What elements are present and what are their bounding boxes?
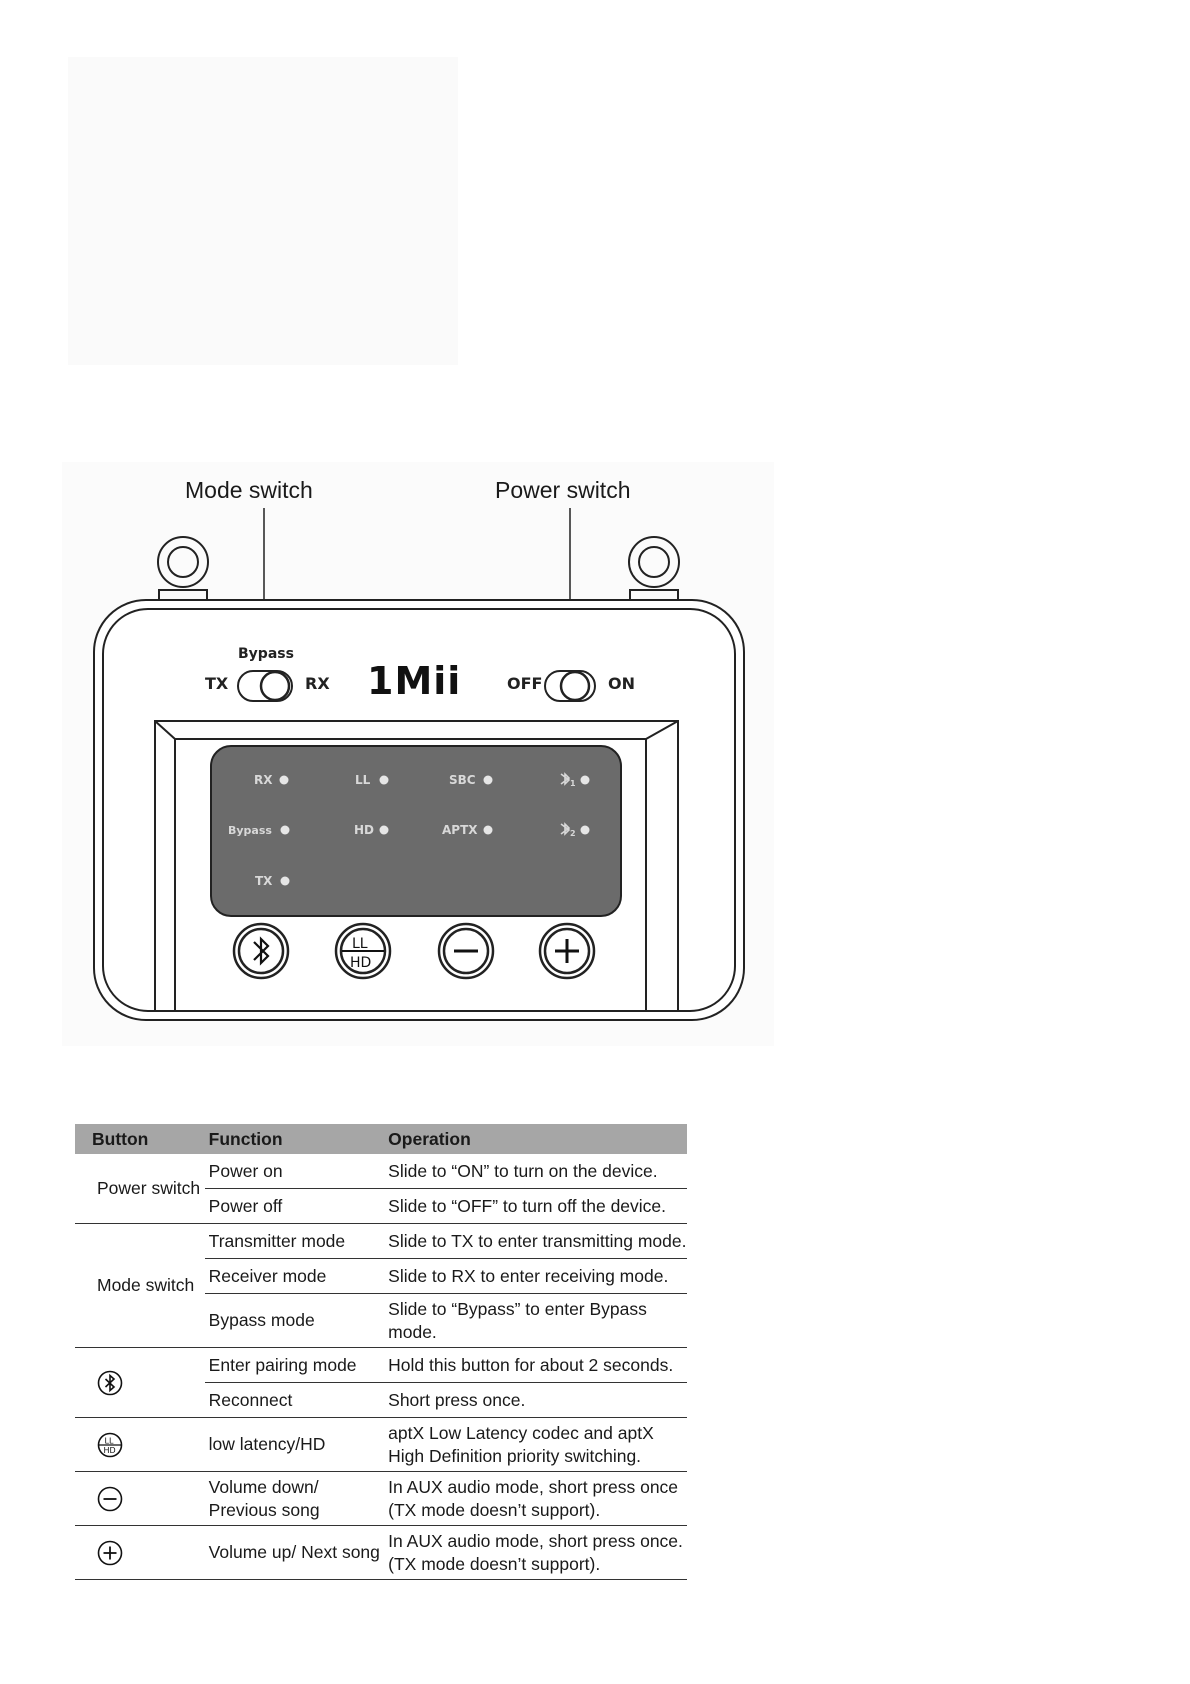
operation-cell: Slide to “OFF” to turn off the device. [388,1189,687,1224]
mode-switch-tx-label: TX [205,674,229,693]
bluetooth-button[interactable] [234,924,288,978]
led-aptx [484,826,493,835]
led-display [211,746,621,916]
operation-cell: In AUX audio mode, short press once. (TX mode doesn’t support). [388,1526,687,1580]
volume-down-button[interactable] [439,924,493,978]
operation-cell: Slide to “Bypass” to enter Bypass mode. [388,1294,687,1348]
function-cell: Volume up/ Next song [205,1526,388,1580]
led-sbc-label: SBC [449,773,476,787]
device-diagram [62,462,774,1046]
led-bypass-label: Bypass [228,824,272,837]
bluetooth-icon [97,1370,123,1396]
mode-switch-rx-label: RX [305,674,330,693]
led-rx-label: RX [254,773,273,787]
operation-cell: Slide to TX to enter transmitting mode. [388,1224,687,1259]
function-cell: Power off [205,1189,388,1224]
power-switch-cell: Power switch [75,1154,205,1224]
bluetooth-button-cell [75,1348,205,1418]
table-row [75,1418,687,1472]
volume-up-button-cell [75,1526,205,1580]
header-function: Function [205,1124,388,1154]
operation-cell: aptX Low Latency codec and aptX High Definition priority switching. [388,1418,687,1472]
ll-hd-button-top: LL [352,936,368,952]
function-cell: Bypass mode [205,1294,388,1348]
function-cell: Power on [205,1154,388,1189]
blank-image-area [68,57,458,365]
function-cell: Enter pairing mode [205,1348,388,1383]
table-header-row [75,1124,687,1154]
led-tx-label: TX [255,874,273,888]
power-switch[interactable] [545,671,595,701]
operation-cell: Hold this button for about 2 seconds. [388,1348,687,1383]
svg-text:LL: LL [104,1436,114,1445]
led-hd [380,826,389,835]
volume-up-button[interactable] [540,924,594,978]
mode-switch-callout: Mode switch [185,477,313,503]
volume-down-button-cell [75,1472,205,1526]
mode-switch-cell: Mode switch [75,1224,205,1348]
led-ll-label: LL [355,773,371,787]
led-rx [280,776,289,785]
function-cell: Volume down/ Previous song [205,1472,388,1526]
power-switch-on-label: ON [608,674,635,693]
function-cell: Reconnect [205,1383,388,1418]
plus-icon [97,1540,123,1566]
ll-hd-button[interactable] [336,924,390,978]
led-tx [281,877,290,886]
mode-switch[interactable] [238,671,292,701]
table-row [75,1348,687,1383]
svg-text:HD: HD [103,1445,116,1455]
minus-icon [97,1486,123,1512]
operation-cell: Short press once. [388,1383,687,1418]
ll-hd-button-bottom: HD [350,955,372,971]
led-bt2-sub: 2 [570,829,576,838]
led-hd-label: HD [354,823,375,837]
button-function-table [75,1124,687,1580]
function-cell: low latency/HD [205,1418,388,1472]
power-switch-callout: Power switch [495,477,631,503]
led-aptx-label: APTX [442,823,478,837]
operation-cell: Slide to “ON” to turn on the device. [388,1154,687,1189]
table-row [75,1526,687,1580]
ll-hd-icon [97,1432,123,1458]
led-bt1 [581,776,590,785]
table-row [75,1154,687,1189]
led-bypass [281,826,290,835]
ll-hd-button-cell [75,1418,205,1472]
operation-cell: In AUX audio mode, short press once (TX mode doesn’t support). [388,1472,687,1526]
led-bt1-sub: 1 [570,779,576,788]
mode-switch-bypass-label: Bypass [238,646,294,662]
led-ll [380,776,389,785]
operation-cell: Slide to RX to enter receiving mode. [388,1259,687,1294]
power-switch-off-label: OFF [507,674,543,693]
table-row [75,1472,687,1526]
header-button: Button [75,1124,205,1154]
header-operation: Operation [388,1124,687,1154]
brand-logo: 1Mii [367,659,462,703]
function-cell: Receiver mode [205,1259,388,1294]
led-bt2 [581,826,590,835]
function-cell: Transmitter mode [205,1224,388,1259]
led-sbc [484,776,493,785]
table-row [75,1224,687,1259]
